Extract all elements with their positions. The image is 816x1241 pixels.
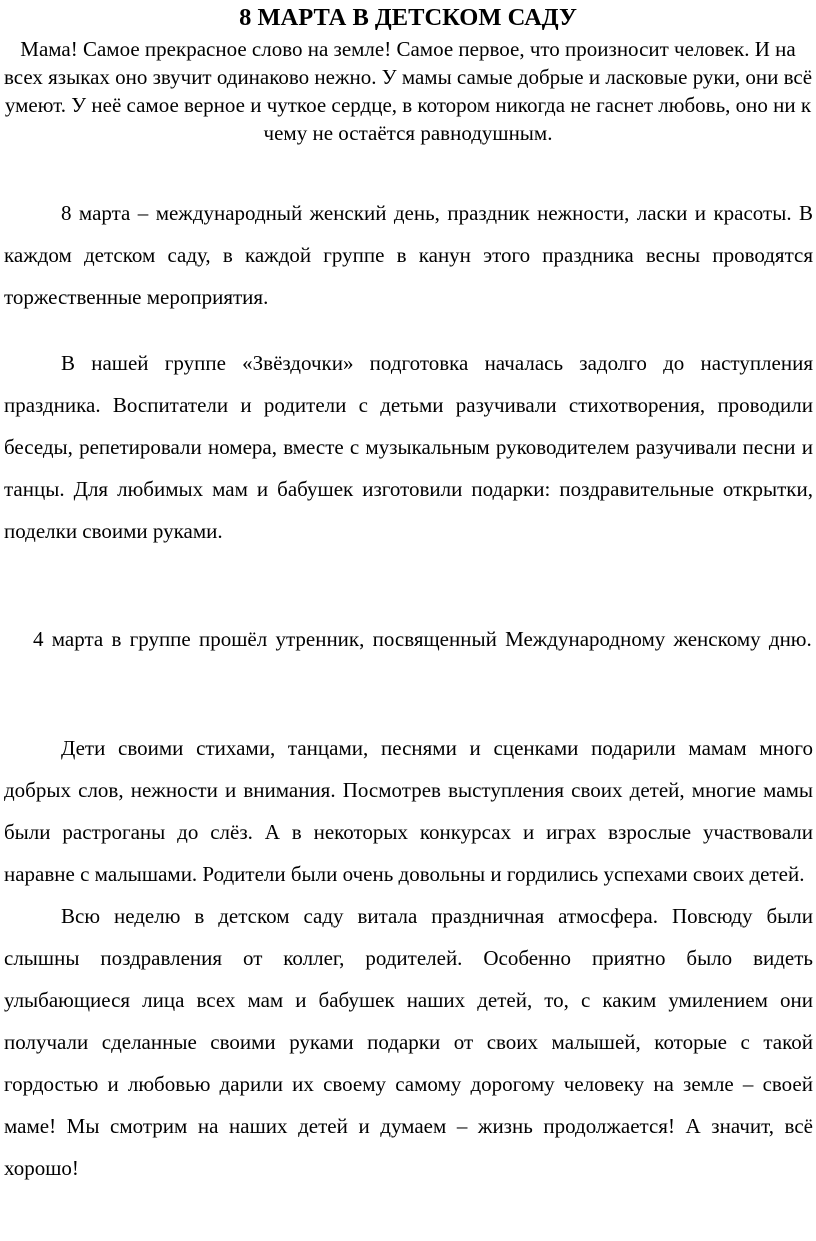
paragraph-celebration-part-1: Дети своими стихами, танцами, песнями и сценками подарили мамам много добрых слов, нежности и внимания. Посмотрев выступления своих детей, многие мамы были растроганы до слёз. А в некоторых конкурсах и играх взрослые участвовали наравне с малышами. Родители были очень довольны и гордились успехами своих детей. bbox=[4, 736, 813, 886]
paragraph-matinee: 4 марта в группе прошёл утренник, посвященный Международному женскому дню. bbox=[33, 627, 812, 651]
paragraph-celebration bbox=[4, 727, 813, 1189]
document-title: 8 МАРТА В ДЕТСКОМ САДУ bbox=[239, 4, 577, 31]
intro-paragraph: Мама! Самое прекрасное слово на земле! Самое первое, что произносит человек. И на всех языках оно звучит одинаково нежно. У мамы самые добрые и ласковые руки, они всё умеют. У неё самое верное и чуткое сердце, в котором никогда не гаснет любовь, оно ни к чему не остаётся равнодушным. bbox=[3, 37, 813, 145]
paragraph-preparation: В нашей группе «Звёздочки» подготовка началась задолго до наступления праздника. Воспитатели и родители с детьми разучивали стихотворения, проводили беседы, репетировали номера, вместе с музыкальным руководителем разучивали песни и танцы. Для любимых мам и бабушек изготовили подарки: поздравительные открытки, поделки своими руками. bbox=[4, 351, 813, 543]
paragraph-womens-day: 8 марта – международный женский день, праздник нежности, ласки и красоты. В каждом детском саду, в каждой группе в канун этого праздника весны проводятся торжественные мероприятия. bbox=[4, 201, 813, 309]
paragraph-celebration-part-2: Всю неделю в детском саду витала праздничная атмосфера. Повсюду были слышны поздравления от коллег, родителей. Особенно приятно было видеть улыбающиеся лица всех мам и бабушек наших детей, то, с каким умилением они получали сделанные своими руками подарки от своих малышей, которые с такой гордостью и любовью дарили их своему самому дорогому человеку на земле – своей маме! Мы смотрим на наших детей и думаем – жизнь продолжается! А значит, всё хорошо! bbox=[4, 904, 813, 1180]
